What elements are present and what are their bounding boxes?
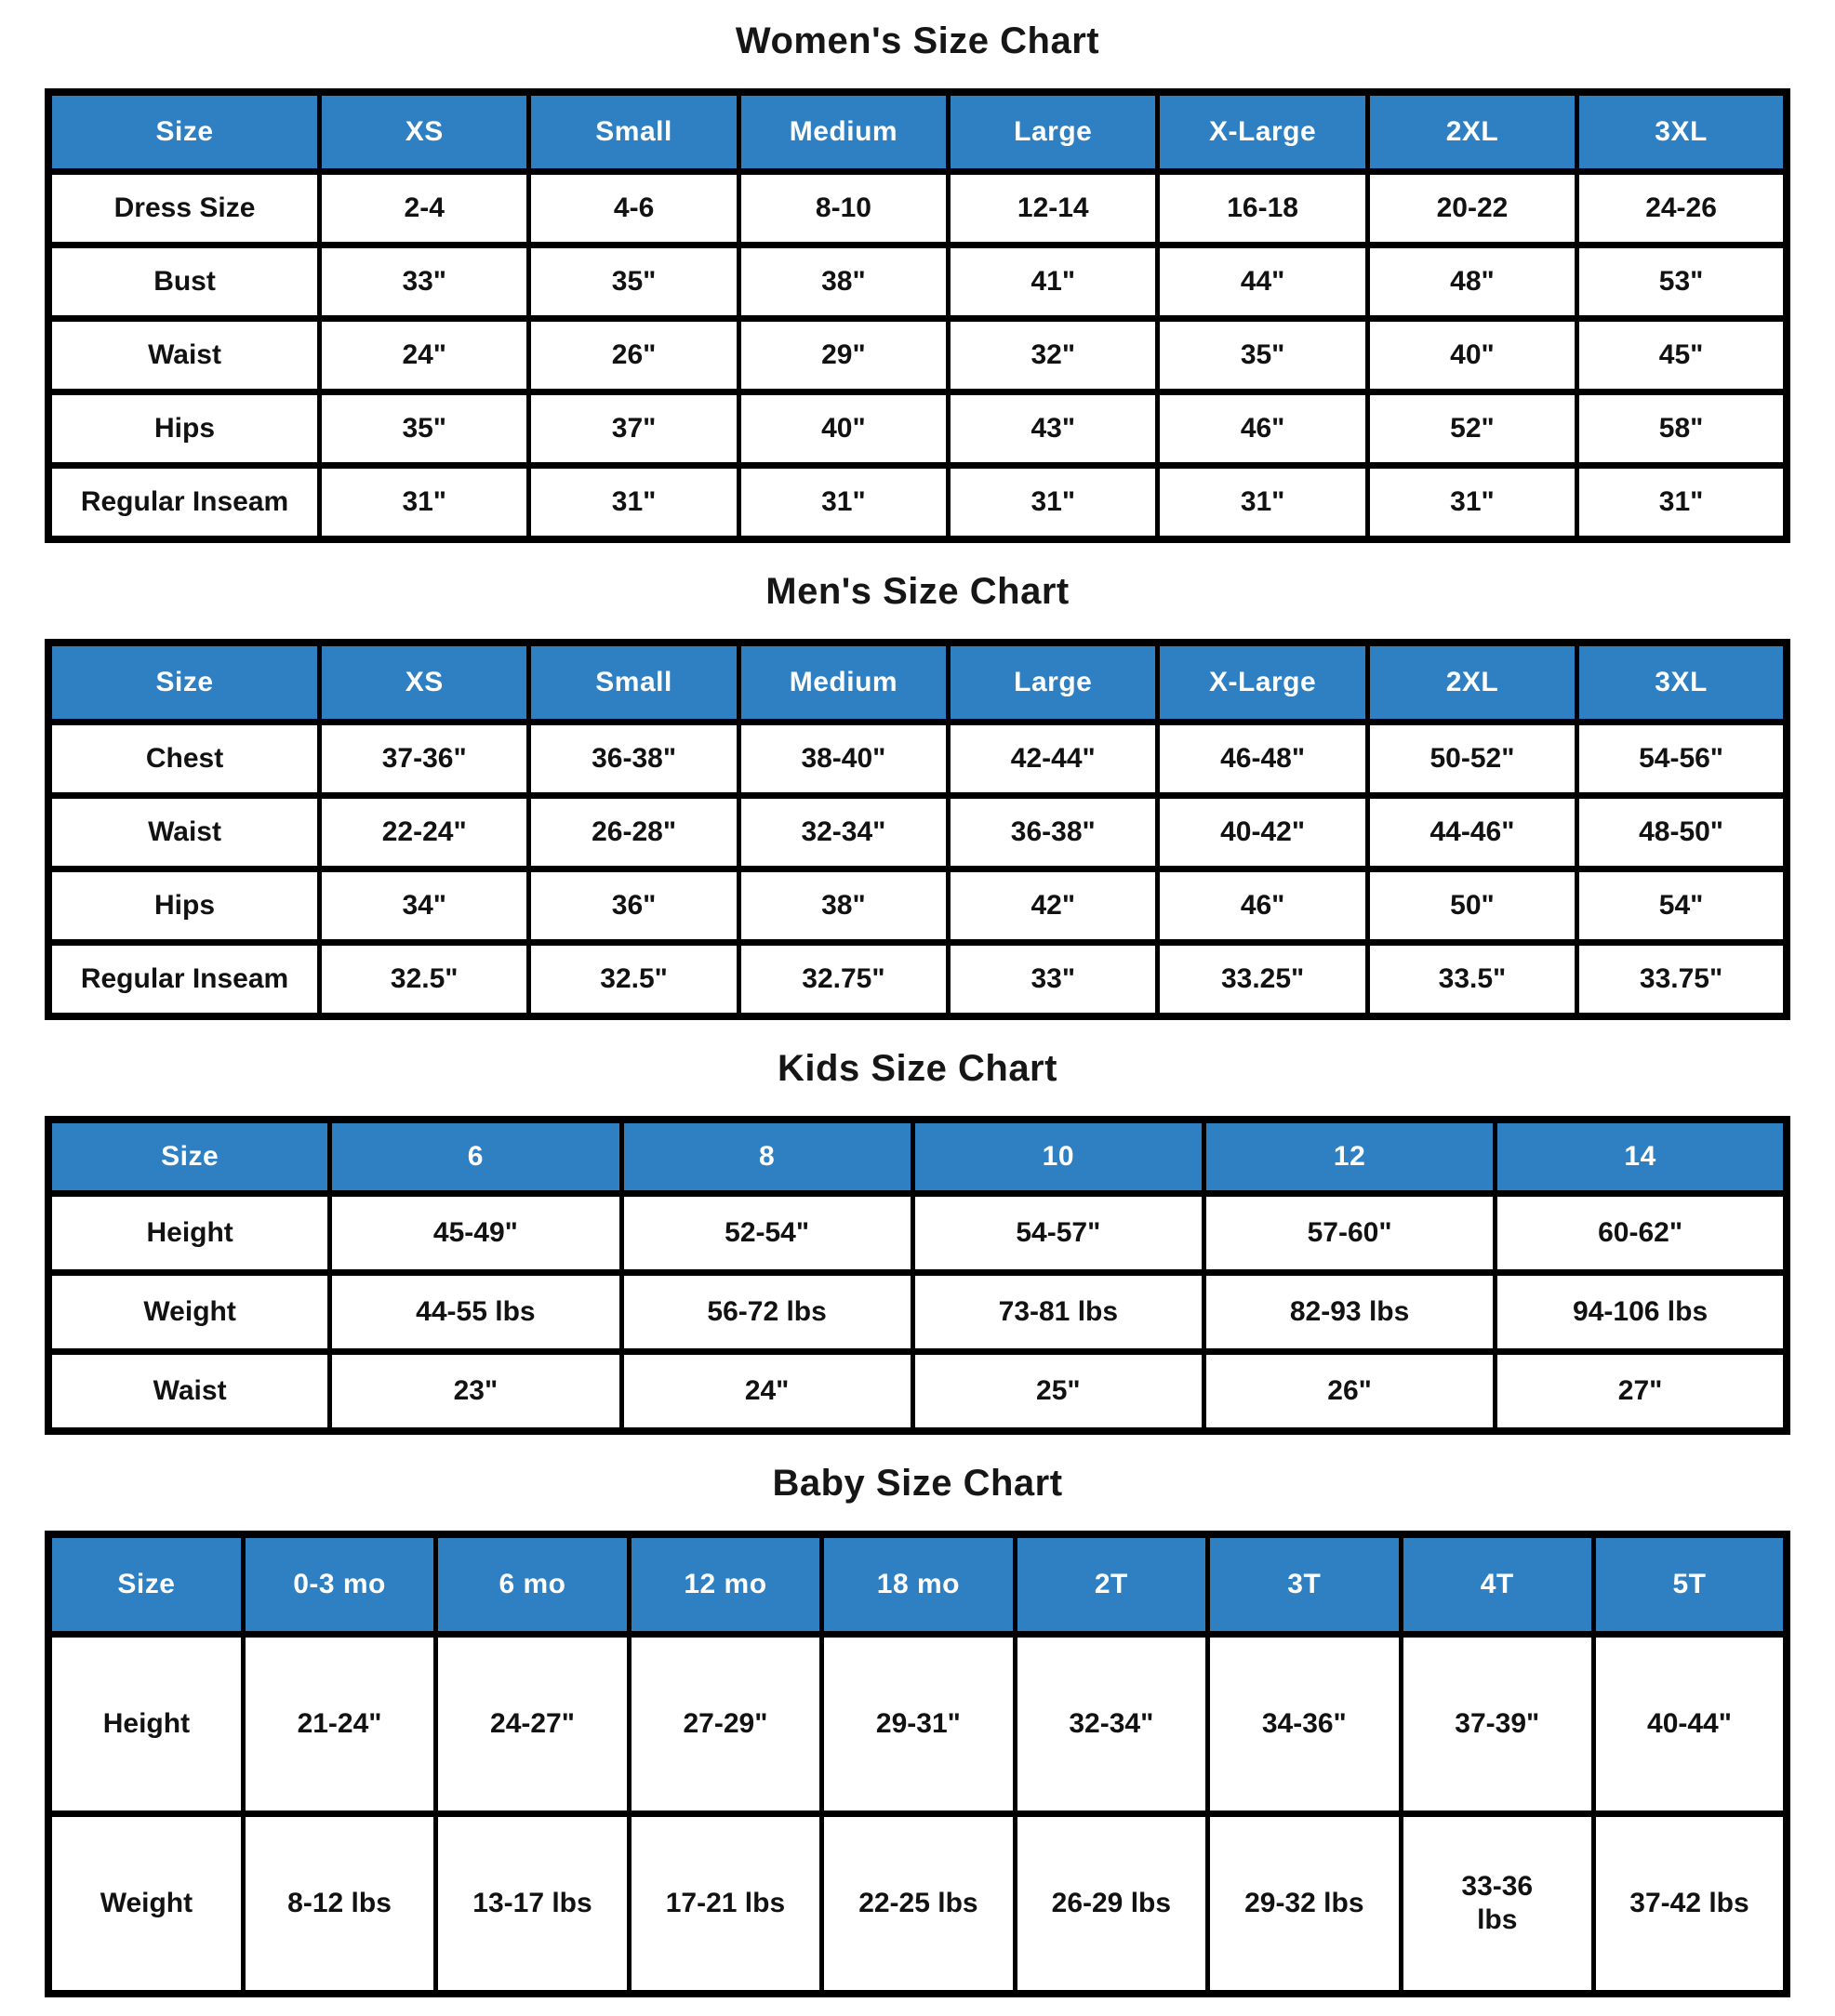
baby-table-cell: 26-29 lbs — [1015, 1814, 1207, 1995]
womens-row-label: Bust — [48, 245, 320, 319]
mens-table-cell: 33.25" — [1158, 943, 1367, 1017]
kids-table-row — [48, 1273, 1787, 1352]
kids-column-header-0: Size — [48, 1120, 330, 1194]
womens-table-cell: 46" — [1158, 392, 1367, 466]
baby-row-label: Weight — [48, 1814, 243, 1995]
womens-column-header-4: Large — [949, 92, 1158, 172]
mens-table-cell: 37-36" — [320, 723, 529, 796]
kids-table-cell: 52-54" — [621, 1194, 912, 1273]
mens-table-cell: 36-38" — [529, 723, 738, 796]
womens-table-cell: 16-18 — [1158, 172, 1367, 245]
kids-table-cell: 27" — [1496, 1352, 1787, 1432]
baby-table-row — [48, 1635, 1787, 1814]
womens-table-cell: 40" — [738, 392, 948, 466]
mens-size-table — [45, 639, 1790, 1020]
mens-table-cell: 33.5" — [1367, 943, 1576, 1017]
womens-size-chart-section — [45, 20, 1790, 543]
womens-table-row — [48, 392, 1787, 466]
womens-table-cell: 43" — [949, 392, 1158, 466]
womens-table-cell: 53" — [1577, 245, 1787, 319]
womens-table-cell: 24-26 — [1577, 172, 1787, 245]
mens-table-cell: 42" — [949, 869, 1158, 943]
womens-table-row — [48, 172, 1787, 245]
baby-table-cell: 37-39" — [1401, 1635, 1593, 1814]
baby-table-cell: 22-25 lbs — [822, 1814, 1015, 1995]
womens-table-cell: 48" — [1367, 245, 1576, 319]
mens-column-header-4: Large — [949, 643, 1158, 723]
baby-table-cell: 21-24" — [243, 1635, 435, 1814]
mens-table-cell: 40-42" — [1158, 796, 1367, 869]
mens-table-cell: 46" — [1158, 869, 1367, 943]
baby-column-header-5: 2T — [1015, 1534, 1207, 1635]
womens-table-cell: 31" — [529, 466, 738, 540]
womens-table-row — [48, 466, 1787, 540]
kids-row-label: Height — [48, 1194, 330, 1273]
womens-table-row — [48, 245, 1787, 319]
kids-table-cell: 94-106 lbs — [1496, 1273, 1787, 1352]
womens-table-cell: 41" — [949, 245, 1158, 319]
mens-table-cell: 22-24" — [320, 796, 529, 869]
womens-table-cell: 35" — [320, 392, 529, 466]
womens-table-cell: 38" — [738, 245, 948, 319]
mens-table-cell: 32.5" — [529, 943, 738, 1017]
kids-table-cell: 26" — [1203, 1352, 1495, 1432]
womens-table-cell: 35" — [529, 245, 738, 319]
baby-table-cell: 29-32 lbs — [1208, 1814, 1401, 1995]
kids-column-header-2: 8 — [621, 1120, 912, 1194]
womens-table-cell: 33" — [320, 245, 529, 319]
womens-table-cell: 31" — [1577, 466, 1787, 540]
mens-table-row — [48, 869, 1787, 943]
mens-table-cell: 38" — [738, 869, 948, 943]
womens-size-table — [45, 88, 1790, 543]
womens-table-cell: 31" — [738, 466, 948, 540]
baby-column-header-1: 0-3 mo — [243, 1534, 435, 1635]
mens-table-cell: 48-50" — [1577, 796, 1787, 869]
kids-size-table — [45, 1116, 1790, 1435]
mens-row-label: Hips — [48, 869, 320, 943]
mens-table-cell: 36-38" — [949, 796, 1158, 869]
womens-table-cell: 2-4 — [320, 172, 529, 245]
womens-table-cell: 20-22 — [1367, 172, 1576, 245]
baby-table-cell: 29-31" — [822, 1635, 1015, 1814]
womens-row-label: Dress Size — [48, 172, 320, 245]
kids-table-cell: 73-81 lbs — [912, 1273, 1203, 1352]
baby-chart-title: Baby Size Chart — [772, 1463, 1063, 1504]
mens-column-header-1: XS — [320, 643, 529, 723]
womens-table-cell: 31" — [1158, 466, 1367, 540]
baby-column-header-3: 12 mo — [629, 1534, 821, 1635]
womens-row-label: Hips — [48, 392, 320, 466]
baby-column-header-6: 3T — [1208, 1534, 1401, 1635]
kids-column-header-4: 12 — [1203, 1120, 1495, 1194]
womens-column-header-7: 3XL — [1577, 92, 1787, 172]
mens-table-cell: 50-52" — [1367, 723, 1576, 796]
mens-table-cell: 33.75" — [1577, 943, 1787, 1017]
kids-table-cell: 45-49" — [330, 1194, 621, 1273]
womens-table-cell: 35" — [1158, 319, 1367, 392]
mens-table-cell: 50" — [1367, 869, 1576, 943]
mens-table-row — [48, 723, 1787, 796]
mens-table-cell: 26-28" — [529, 796, 738, 869]
baby-column-header-0: Size — [48, 1534, 243, 1635]
baby-table-cell: 17-21 lbs — [629, 1814, 821, 1995]
kids-chart-title: Kids Size Chart — [778, 1048, 1057, 1089]
baby-table-cell: 33-36 lbs — [1401, 1814, 1593, 1995]
womens-column-header-2: Small — [529, 92, 738, 172]
kids-table-cell: 57-60" — [1203, 1194, 1495, 1273]
womens-table-cell: 52" — [1367, 392, 1576, 466]
kids-table-cell: 24" — [621, 1352, 912, 1432]
baby-table-cell: 27-29" — [629, 1635, 821, 1814]
womens-row-label: Regular Inseam — [48, 466, 320, 540]
mens-table-cell: 46-48" — [1158, 723, 1367, 796]
womens-column-header-0: Size — [48, 92, 320, 172]
mens-size-chart-section — [45, 571, 1790, 1020]
mens-table-cell: 38-40" — [738, 723, 948, 796]
womens-header-row — [48, 92, 1787, 172]
womens-table-cell: 31" — [949, 466, 1158, 540]
kids-row-label: Weight — [48, 1273, 330, 1352]
baby-header-row — [48, 1534, 1787, 1635]
kids-table-cell: 44-55 lbs — [330, 1273, 621, 1352]
kids-header-row — [48, 1120, 1787, 1194]
womens-table-cell: 44" — [1158, 245, 1367, 319]
baby-row-label: Height — [48, 1635, 243, 1814]
womens-table-cell: 29" — [738, 319, 948, 392]
womens-table-cell: 37" — [529, 392, 738, 466]
mens-table-cell: 36" — [529, 869, 738, 943]
kids-table-row — [48, 1194, 1787, 1273]
mens-table-cell: 54-56" — [1577, 723, 1787, 796]
mens-column-header-5: X-Large — [1158, 643, 1367, 723]
mens-table-cell: 44-46" — [1367, 796, 1576, 869]
womens-column-header-6: 2XL — [1367, 92, 1576, 172]
womens-table-cell: 31" — [320, 466, 529, 540]
mens-row-label: Chest — [48, 723, 320, 796]
womens-table-row — [48, 319, 1787, 392]
kids-table-cell: 56-72 lbs — [621, 1273, 912, 1352]
kids-table-cell: 23" — [330, 1352, 621, 1432]
womens-table-cell: 58" — [1577, 392, 1787, 466]
baby-table-cell: 8-12 lbs — [243, 1814, 435, 1995]
womens-table-cell: 31" — [1367, 466, 1576, 540]
kids-column-header-5: 14 — [1496, 1120, 1787, 1194]
baby-table-cell: 32-34" — [1015, 1635, 1207, 1814]
baby-table-cell: 40-44" — [1593, 1635, 1787, 1814]
baby-table-row — [48, 1814, 1787, 1995]
size-charts-page — [45, 20, 1790, 1997]
mens-table-cell: 54" — [1577, 869, 1787, 943]
kids-table-cell: 54-57" — [912, 1194, 1203, 1273]
kids-column-header-1: 6 — [330, 1120, 621, 1194]
mens-chart-title: Men's Size Chart — [765, 571, 1070, 612]
mens-header-row — [48, 643, 1787, 723]
baby-table-cell: 34-36" — [1208, 1635, 1401, 1814]
mens-table-cell: 42-44" — [949, 723, 1158, 796]
womens-table-cell: 26" — [529, 319, 738, 392]
kids-row-label: Waist — [48, 1352, 330, 1432]
womens-column-header-5: X-Large — [1158, 92, 1367, 172]
womens-table-cell: 12-14 — [949, 172, 1158, 245]
womens-table-cell: 4-6 — [529, 172, 738, 245]
baby-table-cell: 13-17 lbs — [436, 1814, 629, 1995]
kids-size-chart-section — [45, 1048, 1790, 1435]
womens-column-header-3: Medium — [738, 92, 948, 172]
mens-column-header-6: 2XL — [1367, 643, 1576, 723]
womens-table-cell: 45" — [1577, 319, 1787, 392]
mens-column-header-3: Medium — [738, 643, 948, 723]
baby-table-cell: 24-27" — [436, 1635, 629, 1814]
mens-table-cell: 32.5" — [320, 943, 529, 1017]
mens-column-header-7: 3XL — [1577, 643, 1787, 723]
baby-size-table — [45, 1531, 1790, 1997]
kids-table-row — [48, 1352, 1787, 1432]
womens-table-cell: 40" — [1367, 319, 1576, 392]
womens-table-cell: 32" — [949, 319, 1158, 392]
mens-table-row — [48, 796, 1787, 869]
kids-table-cell: 25" — [912, 1352, 1203, 1432]
baby-column-header-2: 6 mo — [436, 1534, 629, 1635]
baby-table-cell: 37-42 lbs — [1593, 1814, 1787, 1995]
mens-column-header-2: Small — [529, 643, 738, 723]
kids-column-header-3: 10 — [912, 1120, 1203, 1194]
womens-row-label: Waist — [48, 319, 320, 392]
womens-chart-title: Women's Size Chart — [735, 20, 1100, 61]
mens-table-cell: 33" — [949, 943, 1158, 1017]
mens-table-cell: 32-34" — [738, 796, 948, 869]
mens-table-row — [48, 943, 1787, 1017]
kids-table-cell: 60-62" — [1496, 1194, 1787, 1273]
kids-table-cell: 82-93 lbs — [1203, 1273, 1495, 1352]
baby-size-chart-section — [45, 1463, 1790, 1997]
baby-column-header-8: 5T — [1593, 1534, 1787, 1635]
mens-column-header-0: Size — [48, 643, 320, 723]
womens-table-cell: 8-10 — [738, 172, 948, 245]
mens-row-label: Waist — [48, 796, 320, 869]
mens-table-cell: 32.75" — [738, 943, 948, 1017]
mens-row-label: Regular Inseam — [48, 943, 320, 1017]
womens-table-cell: 24" — [320, 319, 529, 392]
womens-column-header-1: XS — [320, 92, 529, 172]
mens-table-cell: 34" — [320, 869, 529, 943]
baby-column-header-7: 4T — [1401, 1534, 1593, 1635]
baby-column-header-4: 18 mo — [822, 1534, 1015, 1635]
